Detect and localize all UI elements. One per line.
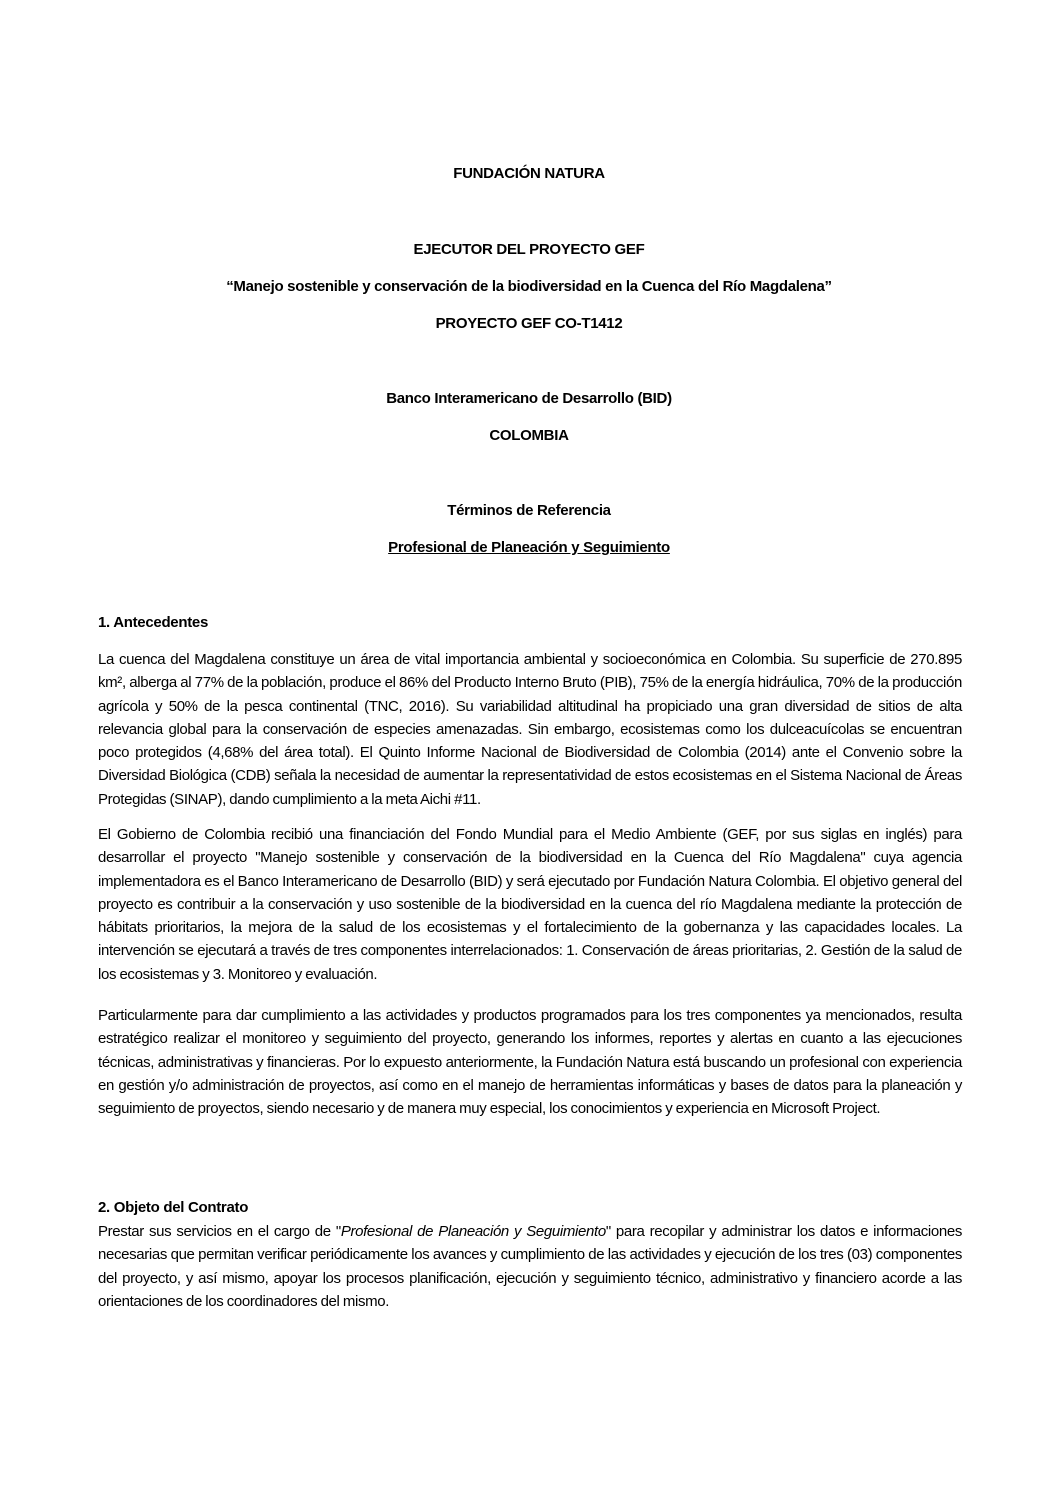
doc-type: Términos de Referencia [447,502,611,519]
project-title: “Manejo sostenible y conservación de la biodiversidad en la Cuenca del Río Magdalena” [226,278,832,295]
bank-name: Banco Interamericano de Desarrollo (BID) [386,390,672,407]
section-2-paragraph-1 [98,1220,962,1313]
section-2-heading: 2. Objeto del Contrato [98,1199,249,1216]
org-title: FUNDACIÓN NATURA [453,165,605,182]
executor-title: EJECUTOR DEL PROYECTO GEF [413,241,645,258]
section-1-paragraph-1: La cuenca del Magdalena constituye un área de vital importancia ambiental y socioeconómica en Colombia. Su superficie de 270.895 km², alberga al 77% de la población, produce el 86% del Producto Interno Bruto (PIB), 75% de la energía hidráulica, 70% de la producción agrícola y 50% de la pesca continental (TNC, 2016). Su variabilidad altitudinal ha propiciado una gran diversidad de sitios de alta relevancia global para la conservación de especies amenazadas. Sin embargo, ecosistemas como los dulceacuícolas se encuentran poco protegidos (4,68% del área total). El Quinto Informe Nacional de Biodiversidad de Colombia (2014) ante el Convenio sobre la Diversidad Biológica (CDB) señala la necesidad de aumentar la representatividad de estos ecosistemas en el Sistema Nacional de Áreas Protegidas (SINAP), dando cumplimiento a la meta Aichi #11. [98,651,962,808]
country: COLOMBIA [489,427,569,444]
section-1-paragraph-3: Particularmente para dar cumplimiento a las actividades y productos programados para los tres componentes ya mencionados, resulta estratégico realizar el monitoreo y seguimiento del proyecto, generando los informes, reportes y alertas en cuanto a las ejecuciones técnicas, administrativas y financieras. Por lo expuesto anteriormente, la Fundación Natura está buscando un profesional con experiencia en gestión y/o administración de proyectos, así como en el manejo de herramientas informáticas y bases de datos para la planeación y seguimiento de proyectos, siendo necesario y de manera muy especial, los conocimientos y experiencia en Microsoft Project. [98,1007,962,1118]
section-2-position-italic: Profesional de Planeación y Seguimiento [340,1223,606,1240]
section-1-paragraph-2: El Gobierno de Colombia recibió una financiación del Fondo Mundial para el Medio Ambiente (GEF, por sus siglas en inglés) para desarrollar el proyecto "Manejo sostenible y conservación de la biodiversidad en la Cuenca del Río Magdalena" cuya agencia implementadora es el Banco Interamericano de Desarrollo (BID) y será ejecutado por Fundación Natura Colombia. El objetivo general del proyecto es contribuir a la conservación y uso sostenible de la biodiversidad en la cuenca del río Magdalena mediante la protección de hábitats prioritarios, la mejora de la salud de los ecosistemas y el fortalecimiento de la gobernanza y las capacidades locales. La intervención se ejecutará a través de tres componentes interrelacionados: 1. Conservación de áreas prioritarias, 2. Gestión de la salud de los ecosistemas y 3. Monitoreo y evaluación. [98,826,962,983]
section-1-heading: 1. Antecedentes [98,614,208,631]
section-2-text-after: " para recopilar y administrar los datos e informaciones necesarias que permitan verificar periódicamente los avances y cumplimiento de las actividades y ejecución de los tres (03) componentes del proyecto, y así mismo, apoyar los procesos planificación, ejecución y seguimiento técnico, administrativo y financiero acorde a las orientaciones de los coordinadores del mismo. [98,1223,963,1310]
position-title: Profesional de Planeación y Seguimiento [388,539,670,556]
section-2-text-before: Prestar sus servicios en el cargo de " [98,1223,341,1240]
project-code: PROYECTO GEF CO-T1412 [435,315,623,332]
